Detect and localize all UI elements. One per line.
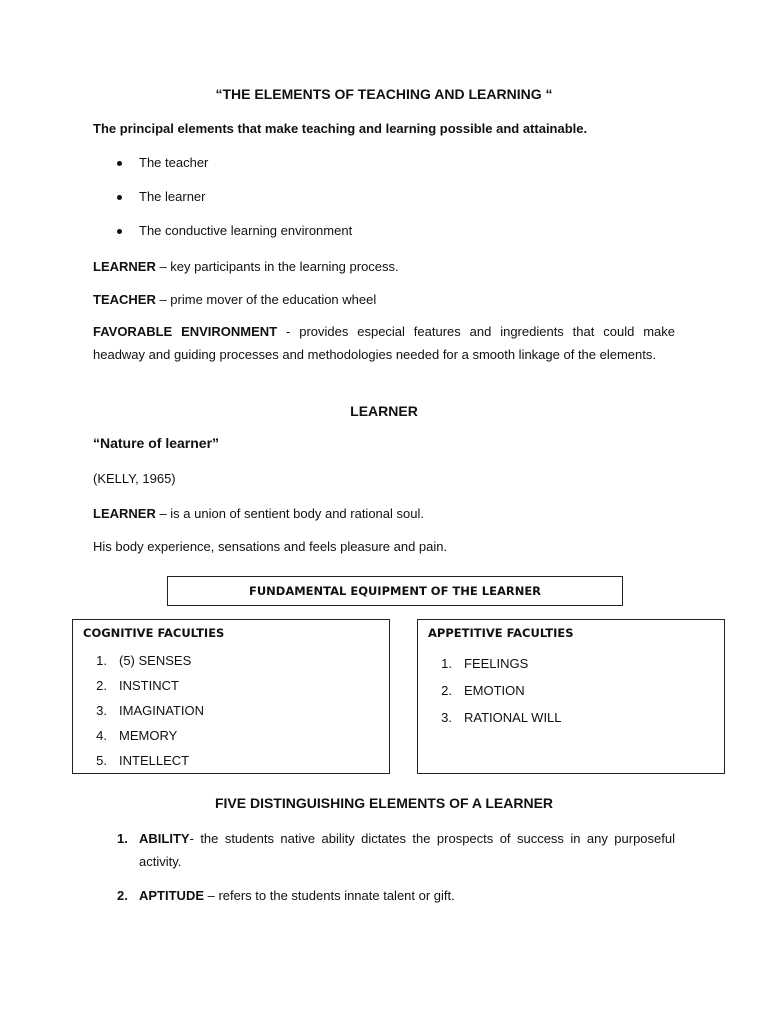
cognitive-faculties-box bbox=[72, 619, 390, 774]
list-item: 4. MEMORY bbox=[96, 728, 178, 743]
body-experience-text: His body experience, sensations and feels pleasure and pain. bbox=[93, 539, 448, 554]
learner-heading: LEARNER bbox=[350, 403, 418, 419]
document-title: “THE ELEMENTS OF TEACHING AND LEARNING “ bbox=[215, 86, 553, 102]
list-item: 5. INTELLECT bbox=[96, 753, 190, 768]
bullet-item: The learner bbox=[93, 188, 352, 222]
list-item: 2. INSTINCT bbox=[96, 678, 179, 693]
bullet-item: The conductive learning environment bbox=[93, 222, 352, 256]
cognitive-list bbox=[83, 648, 204, 773]
bullet-icon bbox=[117, 161, 122, 166]
learner-union-definition: LEARNER – is a union of sentient body and rational soul. bbox=[93, 506, 424, 521]
list-item: 1. ABILITY- the students native ability dictates the prospects of success in any purposeful activity. bbox=[117, 831, 675, 869]
list-item: 2. APTITUDE – refers to the students innate talent or gift. bbox=[117, 888, 455, 903]
list-item: 1. (5) SENSES bbox=[96, 653, 192, 668]
equipment-title-box: FUNDAMENTAL EQUIPMENT OF THE LEARNER bbox=[167, 576, 623, 606]
bullet-icon bbox=[117, 229, 122, 234]
cognitive-heading: COGNITIVE FACULTIES bbox=[83, 626, 225, 640]
bullet-icon bbox=[117, 195, 122, 200]
elements-bullet-list bbox=[93, 154, 352, 256]
list-item: 1. FEELINGS bbox=[441, 656, 529, 671]
list-item: 3. RATIONAL WILL bbox=[441, 710, 562, 725]
bullet-item: The teacher bbox=[93, 154, 352, 188]
appetitive-heading: APPETITIVE FACULTIES bbox=[428, 626, 574, 640]
five-elements-heading: FIVE DISTINGUISHING ELEMENTS OF A LEARNER bbox=[214, 795, 554, 811]
learner-definition: LEARNER – key participants in the learning process. bbox=[93, 259, 399, 274]
nature-of-learner-heading: “Nature of learner” bbox=[93, 435, 220, 451]
citation: (KELLY, 1965) bbox=[93, 471, 176, 486]
intro-text: The principal elements that make teaching and learning possible and attainable. bbox=[93, 121, 588, 136]
teacher-definition: TEACHER – prime mover of the education wheel bbox=[93, 292, 377, 307]
appetitive-faculties-box bbox=[417, 619, 725, 774]
environment-definition: FAVORABLE ENVIRONMENT - provides especial features and ingredients that could make headway and guiding processes and methodologies needed for a smooth linkage of the elements. bbox=[93, 324, 675, 362]
list-item: 2. EMOTION bbox=[441, 683, 525, 698]
appetitive-list bbox=[428, 650, 562, 731]
list-item: 3. IMAGINATION bbox=[96, 703, 204, 718]
five-elements-list bbox=[93, 827, 675, 907]
